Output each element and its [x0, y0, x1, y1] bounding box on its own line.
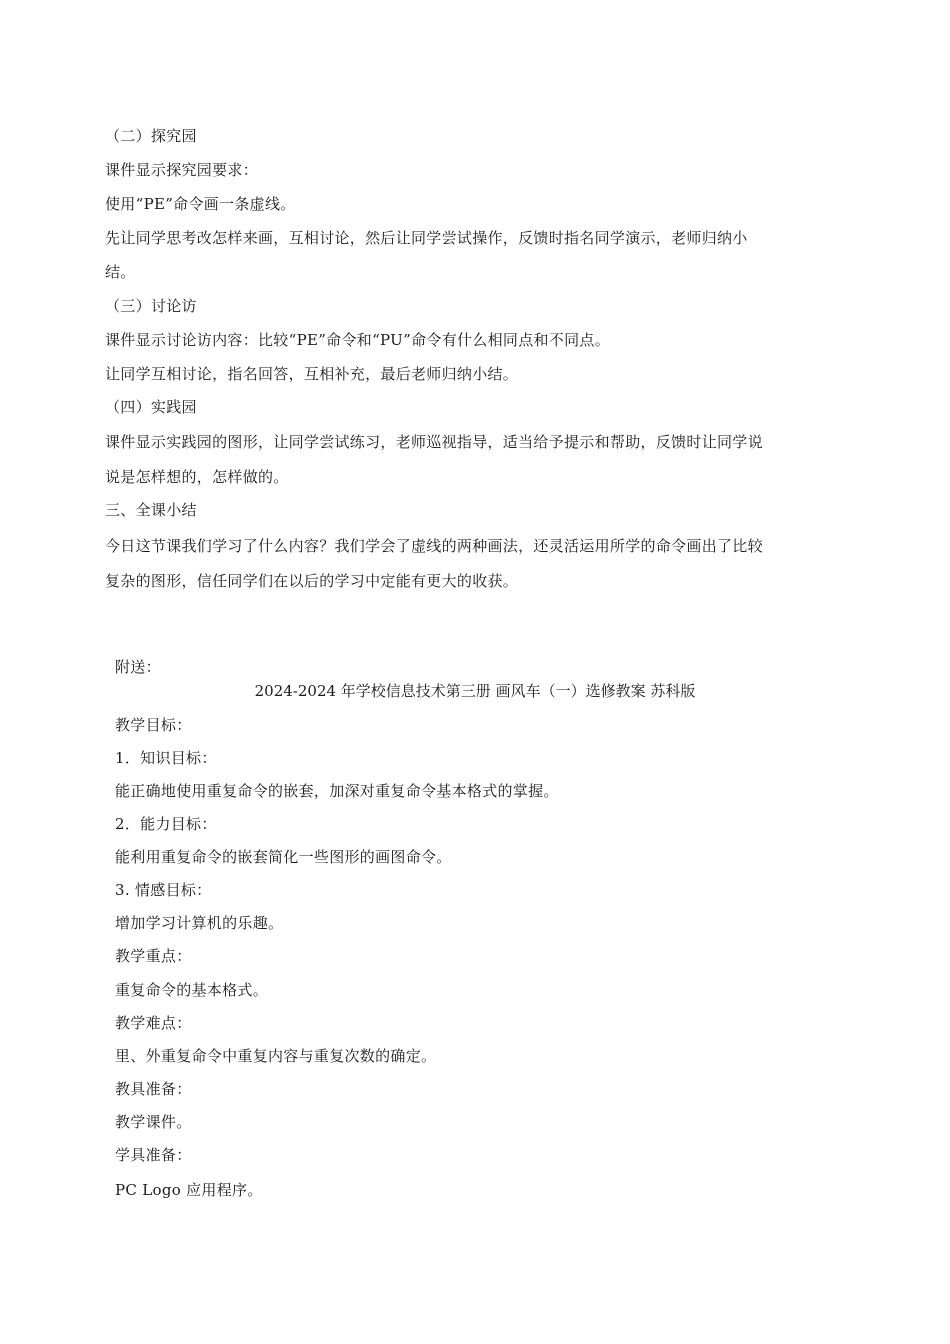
- paragraph-line: 结。: [105, 263, 136, 281]
- paragraph-line: 里、外重复命令中重复内容与重复次数的确定。: [115, 1047, 437, 1065]
- heading-practice: （四）实践园: [105, 398, 197, 416]
- heading-discuss: （三）讨论访: [105, 297, 197, 315]
- paragraph-line: 让同学互相讨论，指名回答，互相补充，最后老师归纳小结。: [105, 365, 519, 383]
- paragraph-line: 教学难点：: [115, 1014, 192, 1032]
- paragraph-line: 课件显示探究园要求：: [105, 161, 259, 179]
- heading-summary: 三、全课小结: [105, 501, 197, 519]
- appendix-title: 2024-2024 年学校信息技术第三册 画风车（一）选修教案 苏科版: [254, 682, 696, 700]
- paragraph-line: 3. 情感目标：: [115, 881, 212, 899]
- paragraph-line: 先让同学思考改怎样来画，互相讨论，然后让同学尝试操作，反馈时指名同学演示，老师归纳小: [105, 229, 748, 247]
- paragraph-line: 教具准备：: [115, 1080, 192, 1098]
- appendix-label: 附送：: [115, 658, 161, 676]
- paragraph-line: 教学目标：: [115, 716, 192, 734]
- paragraph-line: 课件显示实践园的图形，让同学尝试练习，老师巡视指导，适当给予提示和帮助，反馈时让同学说: [105, 433, 763, 451]
- heading-explore: （二）探究园: [105, 127, 197, 145]
- paragraph-line: 教学重点：: [115, 947, 192, 965]
- paragraph-line: 说是怎样想的，怎样做的。: [105, 468, 289, 486]
- paragraph-line: 重复命令的基本格式。: [115, 981, 269, 999]
- paragraph-line: PC Logo 应用程序。: [115, 1181, 263, 1199]
- paragraph-line: 增加学习计算机的乐趣。: [115, 914, 284, 932]
- paragraph-line: 使用“PE”命令画一条虚线。: [105, 195, 296, 213]
- paragraph-line: 1．知识目标：: [115, 749, 217, 767]
- paragraph-line: 能正确地使用重复命令的嵌套，加深对重复命令基本格式的掌握。: [115, 782, 559, 800]
- paragraph-line: 复杂的图形，信任同学们在以后的学习中定能有更大的收获。: [105, 572, 519, 590]
- paragraph-line: 学具准备：: [115, 1146, 192, 1164]
- paragraph-line: 教学课件。: [115, 1113, 192, 1131]
- paragraph-line: 2．能力目标：: [115, 815, 217, 833]
- paragraph-line: 能利用重复命令的嵌套简化一些图形的画图命令。: [115, 848, 452, 866]
- paragraph-line: 课件显示讨论访内容：比较“PE”命令和“PU”命令有什么相同点和不同点。: [105, 331, 610, 349]
- paragraph-line: 今日这节课我们学习了什么内容？我们学会了虚线的两种画法，还灵活运用所学的命令画出了比较: [105, 537, 763, 555]
